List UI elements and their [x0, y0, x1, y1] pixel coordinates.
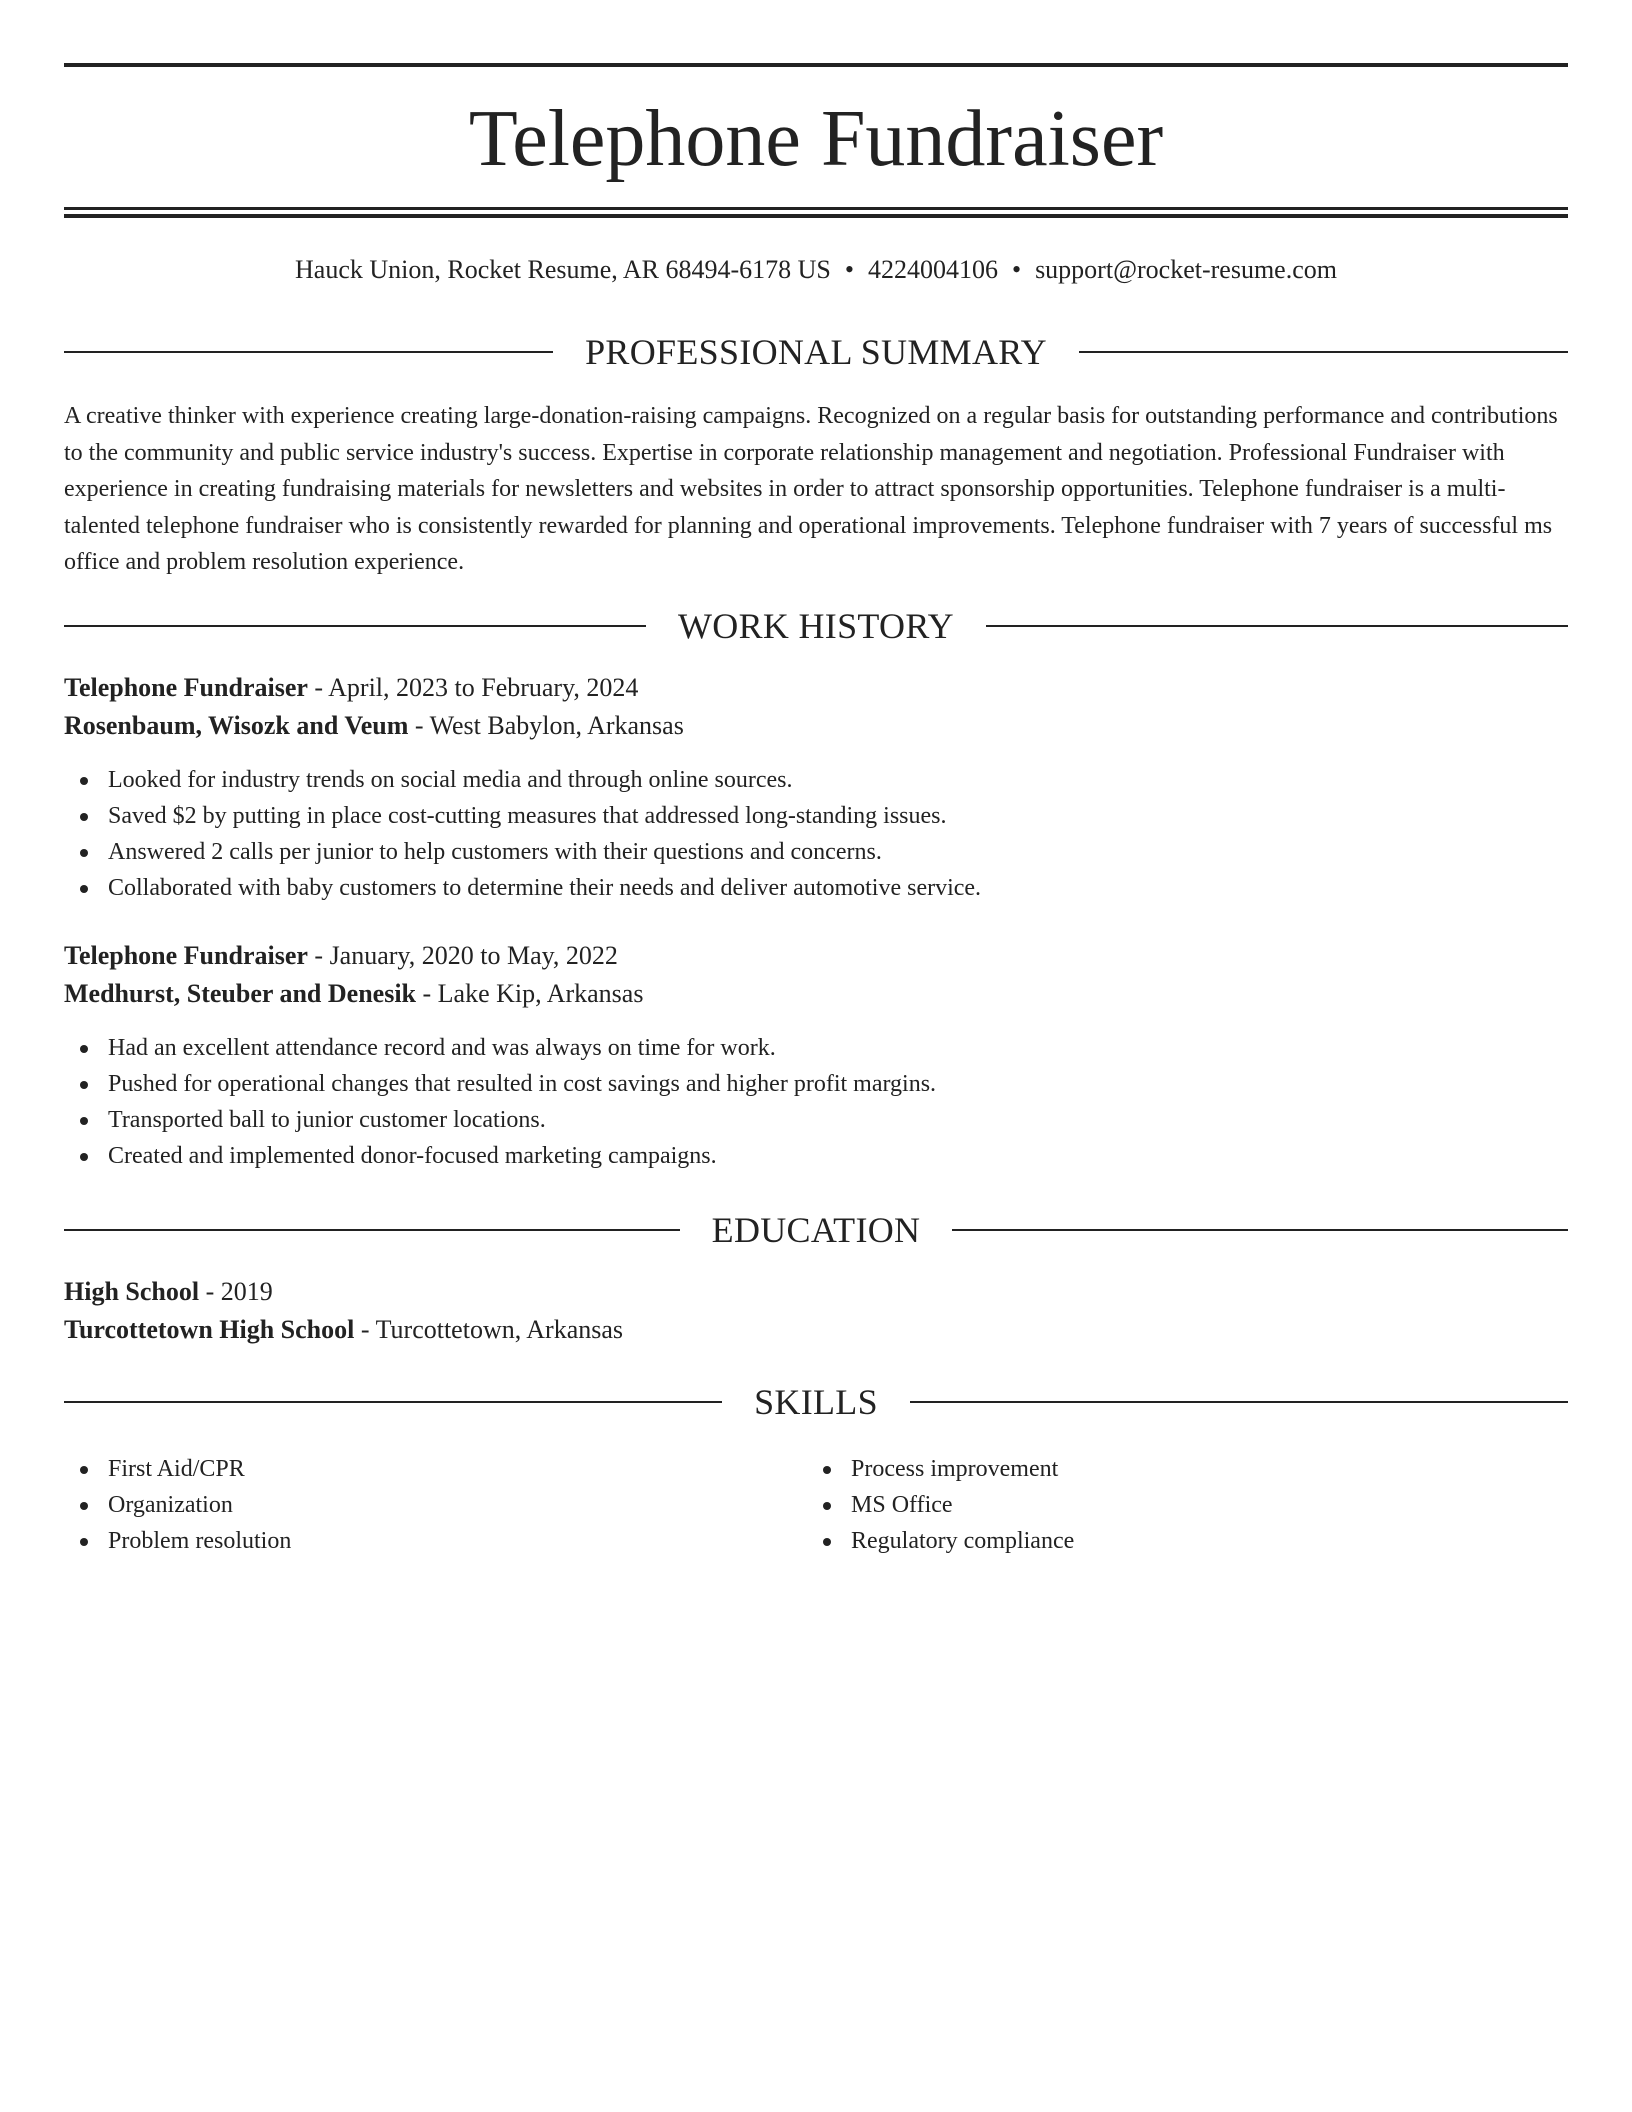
list-item: Collaborated with baby customers to determine their needs and deliver automotive service.: [64, 870, 1568, 906]
job-title: Telephone Fundraiser: [64, 941, 308, 970]
heading-rule-right: [986, 625, 1568, 627]
resume-name: Telephone Fundraiser: [468, 95, 1164, 183]
list-item: Created and implemented donor-focused marketing campaigns.: [64, 1138, 1568, 1174]
skills-column-left: [64, 1451, 764, 1559]
education-year: - 2019: [199, 1277, 273, 1306]
education-degree-row: [64, 1273, 1568, 1311]
heading-rule-right: [1079, 351, 1568, 353]
summary-section-title: PROFESSIONAL SUMMARY: [585, 332, 1047, 372]
job-dates: - January, 2020 to May, 2022: [307, 941, 618, 970]
heading-rule-right: [952, 1229, 1568, 1231]
job-bullet-list: [64, 762, 1568, 906]
heading-rule-left: [64, 351, 553, 353]
job-company-row: [64, 707, 1568, 745]
contact-email: support@rocket-resume.com: [1035, 255, 1337, 284]
job-location: - West Babylon, Arkansas: [408, 711, 684, 740]
work-entry: [64, 669, 1568, 906]
job-company: Rosenbaum, Wisozk and Veum: [64, 711, 409, 740]
contact-line: [64, 252, 1568, 288]
job-title-row: [64, 669, 1568, 707]
skill-item: First Aid/CPR: [64, 1451, 764, 1487]
work-entry: [64, 937, 1568, 1174]
skills-list: [807, 1451, 1507, 1559]
header-bottom-rule-second: [64, 214, 1568, 218]
education-section-title: EDUCATION: [711, 1210, 921, 1250]
skill-item: Organization: [64, 1487, 764, 1523]
skill-item: Process improvement: [807, 1451, 1507, 1487]
skills-list: [64, 1451, 764, 1559]
summary-section-heading: [64, 330, 1568, 374]
skills-section-heading: [64, 1380, 1568, 1424]
contact-address: Hauck Union, Rocket Resume, AR 68494-6178 US: [295, 255, 831, 284]
job-company: Medhurst, Steuber and Denesik: [64, 979, 417, 1008]
list-item: Had an excellent attendance record and was always on time for work.: [64, 1030, 1568, 1066]
summary-paragraph: A creative thinker with experience creating large-donation-raising campaigns. Recognized on a regular basis for outstanding performance and contributions to the community and public service industry's success. Expertise in corporate relationship management and negotiation. Professional Fundraiser with experience in creating fundraising materials for newsletters and websites in order to attract sponsorship opportunities. Telephone fundraiser is a multi-talented telephone fundraiser who is consistently rewarded for planning and operational improvements. Telephone fundraiser with 7 years of successful ms office and problem resolution experience.: [64, 403, 1558, 575]
job-location: - Lake Kip, Arkansas: [416, 979, 644, 1008]
header-bottom-rule: [64, 207, 1568, 210]
job-title-row: [64, 937, 1568, 975]
list-item: Answered 2 calls per junior to help customers with their questions and concerns.: [64, 834, 1568, 870]
contact-separator: •: [844, 255, 854, 284]
skills-column-right: [807, 1451, 1507, 1559]
education-section-heading: [64, 1208, 1568, 1252]
education-location: - Turcottetown, Arkansas: [354, 1315, 624, 1344]
list-item: Looked for industry trends on social media and through online sources.: [64, 762, 1568, 798]
job-company-row: [64, 975, 1568, 1013]
education-school-row: [64, 1311, 1568, 1349]
contact-phone: 4224004106: [867, 255, 998, 284]
list-item: Saved $2 by putting in place cost-cutting measures that addressed long-standing issues.: [64, 798, 1568, 834]
skill-item: Problem resolution: [64, 1523, 764, 1559]
heading-rule-left: [64, 625, 646, 627]
heading-rule-left: [64, 1401, 722, 1403]
job-bullet-list: [64, 1030, 1568, 1174]
education-degree: High School: [64, 1277, 200, 1306]
skills-section-title: SKILLS: [754, 1382, 878, 1422]
education-entry: [64, 1273, 1568, 1349]
work-section-title: WORK HISTORY: [678, 606, 954, 646]
job-title: Telephone Fundraiser: [64, 673, 308, 702]
heading-rule-left: [64, 1229, 680, 1231]
skill-item: MS Office: [807, 1487, 1507, 1523]
list-item: Transported ball to junior customer locations.: [64, 1102, 1568, 1138]
list-item: Pushed for operational changes that resulted in cost savings and higher profit margins.: [64, 1066, 1568, 1102]
header-top-rule: [64, 63, 1568, 67]
contact-separator: •: [1011, 255, 1022, 284]
skill-item: Regulatory compliance: [807, 1523, 1507, 1559]
heading-rule-right: [910, 1401, 1568, 1403]
education-school: Turcottetown High School: [64, 1315, 355, 1344]
work-section-heading: [64, 604, 1568, 648]
job-dates: - April, 2023 to February, 2024: [307, 673, 639, 702]
